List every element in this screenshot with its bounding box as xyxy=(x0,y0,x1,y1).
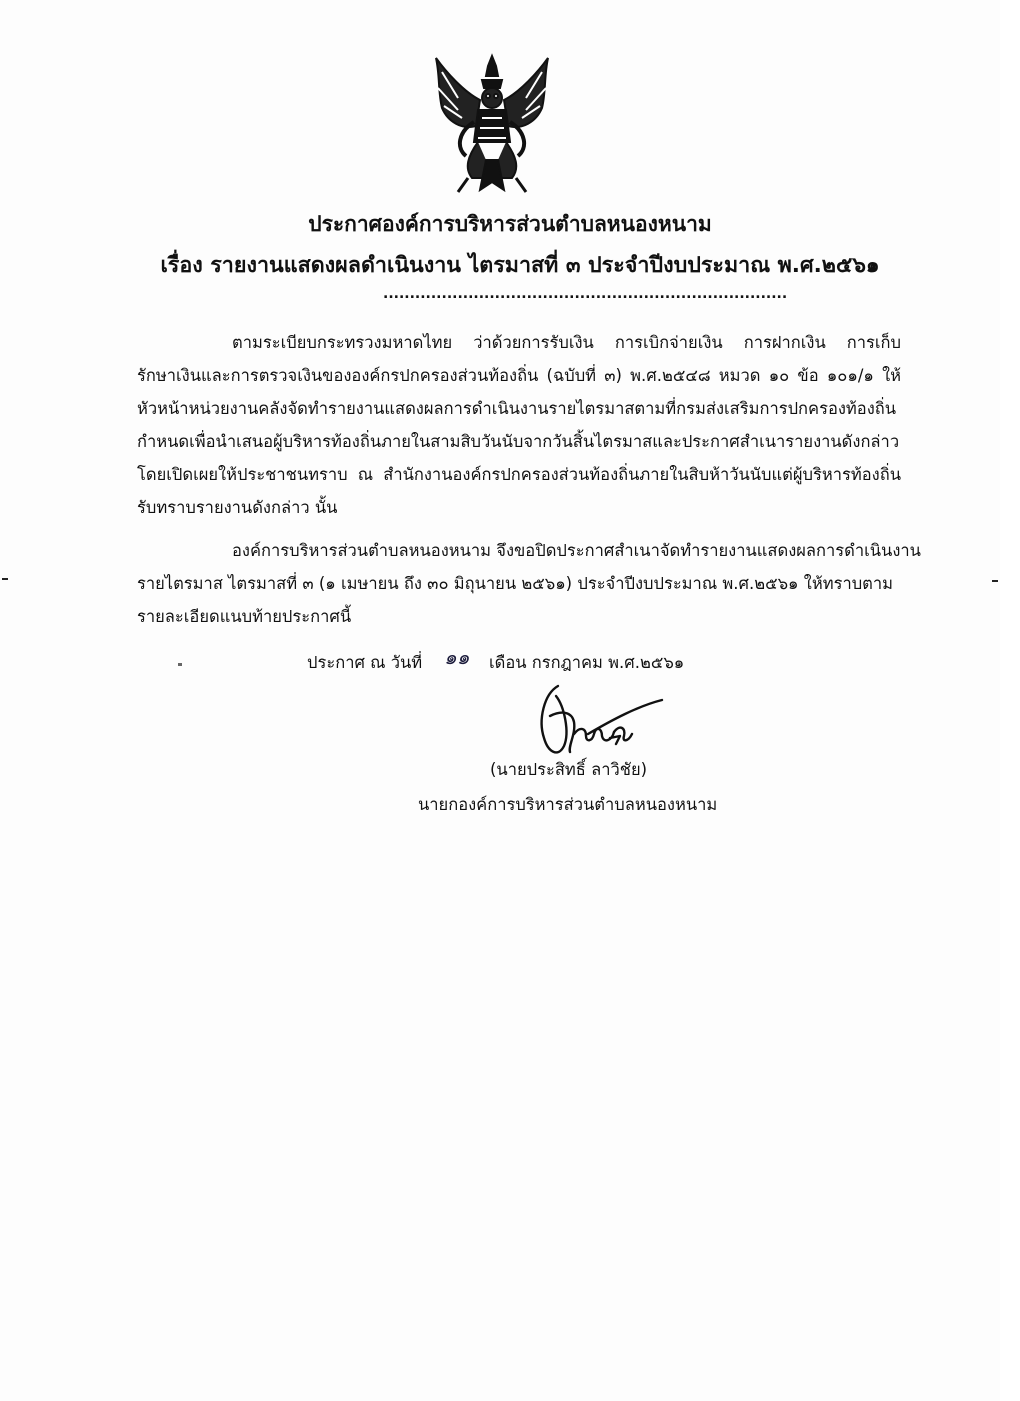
paragraph-2-line-1: องค์การบริหารส่วนตำบลหนองหนาม จึงขอปิดประกาศสำเนาจัดทำรายงานแสดงผลการดำเนินงาน xyxy=(232,541,921,560)
paragraph-1-line-6: รับทราบรายงานดังกล่าว นั้น xyxy=(137,498,338,517)
paragraph-1-line-3: หัวหน้าหน่วยงานคลังจัดทำรายงานแสดงผลการดำเนินงานรายไตรมาสตามที่กรมส่งเสริมการปกครองท้องถิ่น xyxy=(137,399,897,418)
paragraph-2-line-3: รายละเอียดแนบท้ายประกาศนี้ xyxy=(137,607,352,626)
paragraph-1-line-5: โดยเปิดเผยให้ประชาชนทราบ ณ สำนักงานองค์กรปกครองส่วนท้องถิ่นภายในสิบห้าวันนับแต่ผู้บริหารท้องถิ่น xyxy=(137,465,901,484)
announcement-date-month-year: เดือน กรกฎาคม พ.ศ.๒๕๖๑ xyxy=(489,653,685,672)
scan-speck xyxy=(178,663,182,666)
announcement-date-day: ๑๑ xyxy=(444,645,470,669)
paragraph-1-line-2: รักษาเงินและการตรวจเงินขององค์กรปกครองส่วนท้องถิ่น (ฉบับที่ ๓) พ.ศ.๒๕๔๘ หมวด ๑๐ ข้อ ๑๐๑/๑ ให้ xyxy=(137,366,901,385)
scan-speck xyxy=(992,580,998,582)
announcement-title: ประกาศองค์การบริหารส่วนตำบลหนองหนาม xyxy=(308,212,712,236)
announcement-date-prefix: ประกาศ ณ วันที่ xyxy=(307,653,423,672)
title-separator: ............................................................................ xyxy=(383,286,788,302)
paragraph-1-line-1: ตามระเบียบกระทรวงมหาดไทย ว่าด้วยการรับเงิน การเบิกจ่ายเงิน การฝากเงิน การเก็บ xyxy=(232,333,901,352)
signer-name: (นายประสิทธิ์ ลาวิชัย) xyxy=(490,760,648,779)
signer-position: นายกองค์การบริหารส่วนตำบลหนองหนาม xyxy=(418,795,718,814)
garuda-emblem-icon xyxy=(428,52,556,197)
paragraph-1-line-4: กำหนดเพื่อนำเสนอผู้บริหารท้องถิ่นภายในสามสิบวันนับจากวันสิ้นไตรมาสและประกาศสำเนารายงานดังกล่าว xyxy=(137,432,900,451)
handwritten-signature-icon xyxy=(528,676,668,768)
announcement-subject: เรื่อง รายงานแสดงผลดำเนินงาน ไตรมาสที่ ๓ ประจำปีงบประมาณ พ.ศ.๒๕๖๑ xyxy=(160,253,880,278)
paragraph-2-line-2: รายไตรมาส ไตรมาสที่ ๓ (๑ เมษายน ถึง ๓๐ มิถุนายน ๒๕๖๑) ประจำปีงบประมาณ พ.ศ.๒๕๖๑ ให้ทราบตาม xyxy=(137,574,894,593)
scan-speck xyxy=(2,578,8,580)
